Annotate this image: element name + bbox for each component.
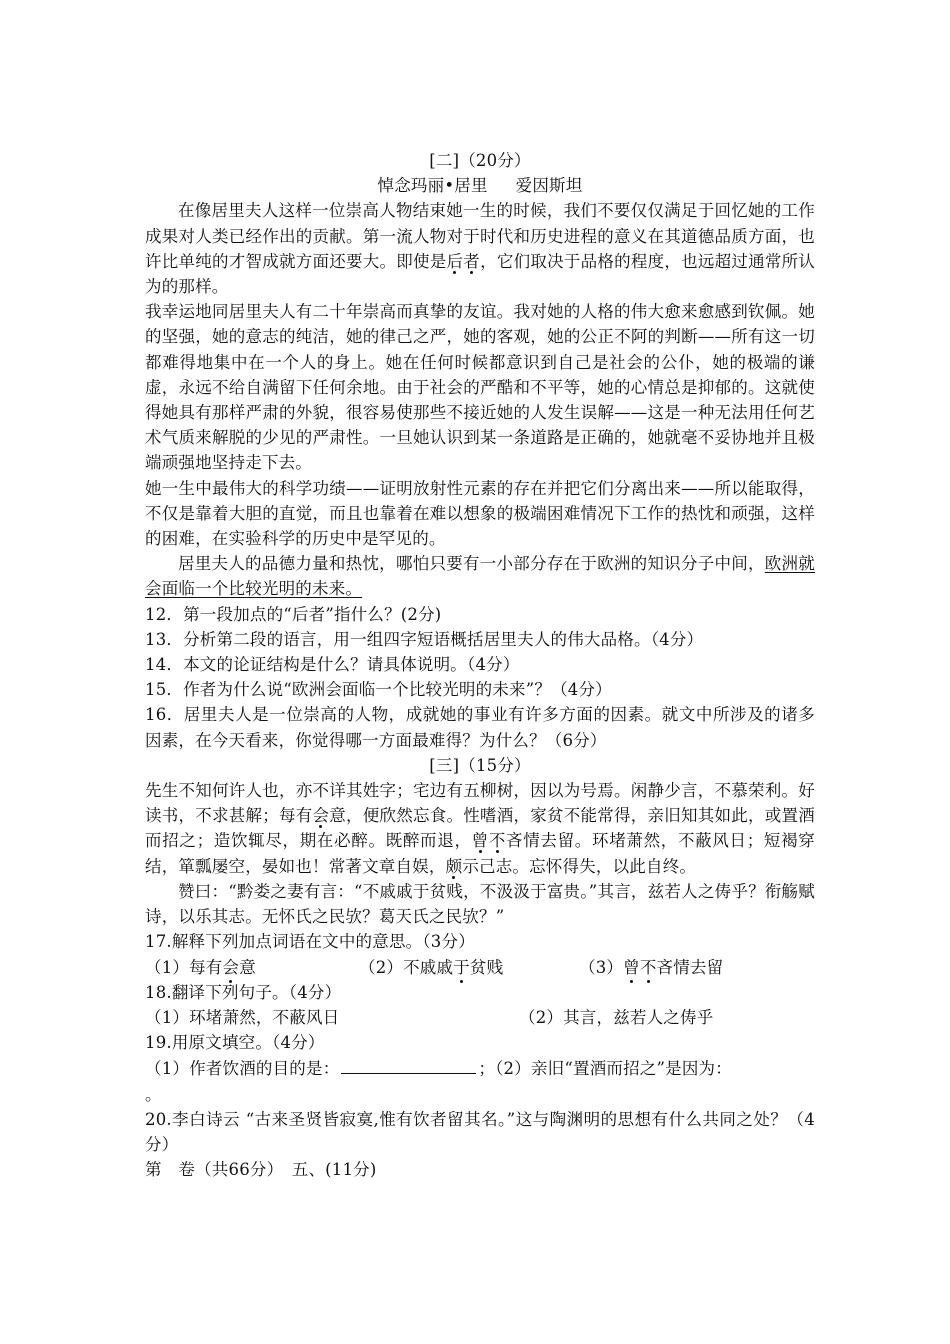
essay-paragraph-2: 我幸运地同居里夫人有二十年崇高而真挚的友谊。我对她的人格的伟大愈来愈感到钦佩。她的坚强，她的意志的纯洁，她的律己之严，她的客观，她的公正不阿的判断——所有这一切都难得地集中在一个人的身上。她在任何时候都意识到自己是社会的公仆，她的极端的谦虚，永远不给自满留下任何余地。由于社会的严酷和不平等，她的心情总是抑郁的。这就使得她具有那样严肃的外貌，很容易使那些不接近她的人发生误解——这是一种无法用任何艺术气质来解脱的少见的严肃性。一旦她认识到某一条道路是正确的，她就毫不妥协地并且极端顽强地坚持走下去。 bbox=[145, 302, 815, 473]
underlined-sentence: 欧洲就会面临一个比较光明的未来。 bbox=[145, 554, 815, 599]
dotted-char: 者 bbox=[463, 251, 481, 271]
question-12: 12．第一段加点的“后者”指什么？(2分) bbox=[145, 604, 442, 624]
footer-line: 第 卷（共66分） 五、(11分) bbox=[145, 1160, 377, 1180]
question-19-fill-in: （1）作者饮酒的目的是： ；（2）亲旧“置酒而招之”是因为： 。 bbox=[145, 1055, 815, 1106]
question-15: 15．作者为什么说“欧洲会面临一个比较光明的未来”？（4分） bbox=[145, 680, 612, 700]
dotted-char: 于 bbox=[453, 955, 470, 980]
dotted-char: 不 bbox=[640, 955, 657, 980]
question-17-item-2: （2）不戚戚于贫贱 bbox=[359, 955, 579, 980]
question-14: 14．本文的论证结构是什么？请具体说明。（4分） bbox=[145, 655, 520, 675]
essay-title: 悼念玛丽•居里 bbox=[377, 176, 488, 196]
classical-text-paragraph-1: 先生不知何许人也，亦不详其姓字；宅边有五柳树，因以为号焉。闲静少言，不慕荣利。好读书，不求甚解；每有会意，便欣然忘食。性嗜酒，家贫不能常得，亲旧知其如此，或置酒而招之；造饮辄尽，期在必醉。既醉而退，曾不吝情去留。环堵萧然，不蔽风日；短褐穿结，箪瓢屡空，晏如也！常著文章自娱，颇示己志。忘怀得失，以此自终。 bbox=[145, 781, 816, 876]
section-2-heading: [二]（20分） bbox=[429, 151, 531, 170]
question-18: 18.翻译下列句子。（4分） bbox=[145, 982, 342, 1002]
question-20: 20.李白诗云 “古来圣贤皆寂寞,惟有饮者留其名。”这与陶渊明的思想有什么共同之处？（4分） bbox=[145, 1109, 815, 1154]
essay-paragraph-3: 她一生中最伟大的科学功绩——证明放射性元素的存在并把它们分离出来——所以能取得，不仅是靠着大胆的直觉，而且也靠着在难以想象的极端困难情况下工作的热忱和顽强，这样的困难，在实验科学的历史中是罕见的。 bbox=[145, 478, 815, 549]
question-13: 13．分析第二段的语言，用一组四字短语概括居里夫人的伟大品格。（4分） bbox=[145, 629, 704, 649]
question-17-items bbox=[145, 955, 815, 980]
essay-title-line bbox=[145, 173, 815, 198]
question-19: 19.用原文填空。（4分） bbox=[145, 1033, 325, 1053]
question-17: 17.解释下列加点词语在文中的意思。（3分） bbox=[145, 932, 475, 952]
dotted-char: 会 bbox=[223, 955, 240, 980]
essay-paragraph-1: 在像居里夫人这样一位崇高人物结束她一生的时候，我们不要仅仅满足于回忆她的工作成果对人类已经作出的贡献。第一流人物对于时代和历史进程的意义在其道德品质方面，也许比单纯的才智成就方面还要大。即使是后者，它们取决于品格的程度，也远超过通常所认为的那样。 bbox=[145, 201, 816, 297]
classical-text-paragraph-2: 赞曰：“黔娄之妻有言：“不戚戚于贫贱，不汲汲于富贵。”其言，兹若人之俦乎？衔觞赋诗，以乐其志。无怀氏之民欤？葛天氏之民欤？” bbox=[145, 881, 815, 927]
question-18-items bbox=[145, 1005, 815, 1030]
dotted-char: 不 bbox=[488, 831, 507, 851]
question-18-item-2: （2）其言，兹若人之俦乎 bbox=[519, 1007, 714, 1027]
section-3-heading: [三]（15分） bbox=[429, 755, 531, 775]
essay-paragraph-4: 居里夫人的品德力量和热忱，哪怕只要有一小部分存在于欧洲的知识分子中间，欧洲就会面临一个比较光明的未来。 bbox=[145, 554, 815, 599]
dotted-char: 会 bbox=[312, 806, 330, 826]
dotted-char: 曾 bbox=[623, 955, 640, 980]
dotted-char: 曾 bbox=[471, 831, 489, 851]
question-17-item-1: （1）每有会意 bbox=[145, 955, 359, 980]
dotted-char: 颇 bbox=[445, 856, 463, 876]
question-16: 16．居里夫人是一位崇高的人物，成就她的事业有许多方面的因素。就文中所涉及的诸多因素，在今天看来，你觉得哪一方面最难得？为什么？（6分） bbox=[145, 705, 815, 750]
question-18-item-1: （1）环堵萧然，不蔽风日 bbox=[145, 1007, 340, 1027]
dotted-char: 后 bbox=[446, 251, 464, 271]
question-17-item-3: （3）曾不吝情去留 bbox=[579, 955, 723, 980]
answer-blank[interactable] bbox=[341, 1055, 476, 1074]
essay-author: 爱因斯坦 bbox=[515, 176, 583, 196]
exam-page bbox=[145, 148, 815, 1182]
